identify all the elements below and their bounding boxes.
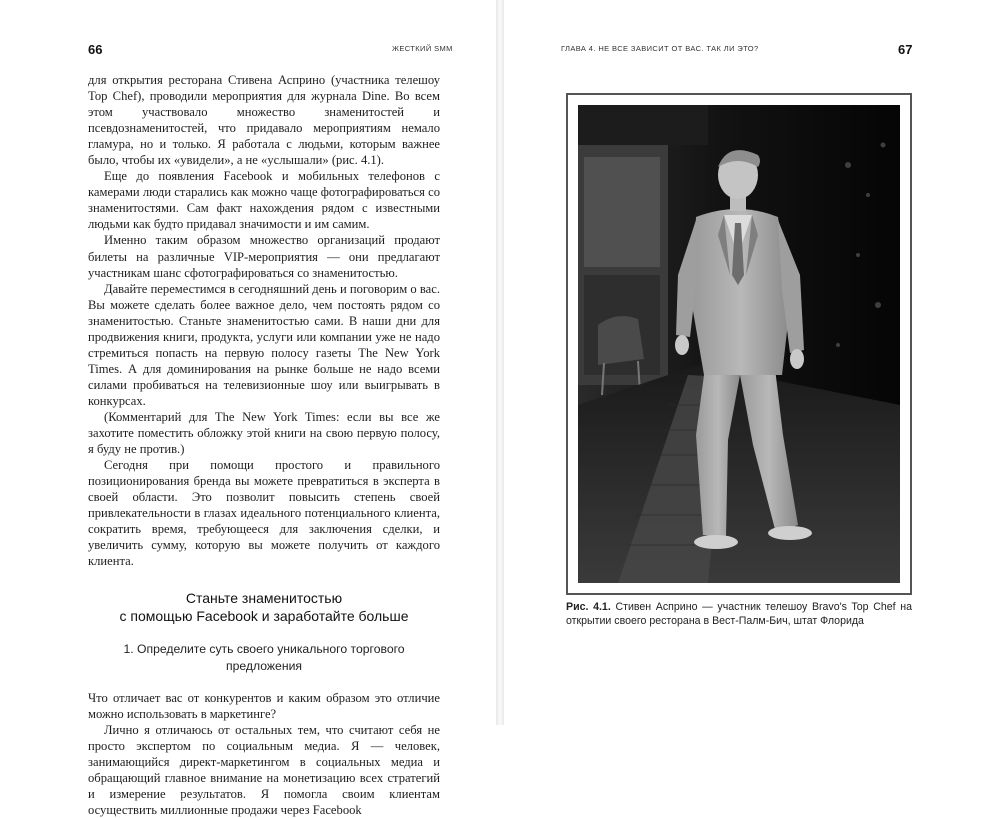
photo-illustration: [578, 105, 900, 583]
paragraph-6: Сегодня при помощи простого и правильного позиционирования бренда вы можете превратиться в эксперта в своей области. Это позволит повысить степень своей привлекательности в глазах идеального потенциального клиента, сократить время, требующееся для заключения сделки, и увеличить сумму, которую вы можете получить от каждого клиента.: [88, 458, 440, 569]
figure-frame: [566, 93, 912, 595]
paragraph-1: для открытия ресторана Стивена Асприно (участника телешоу Top Chef), проводили мероприятия для журнала Dine. Во всем этом участвовало множество знаменитостей и псевдознаменитостей, что придавало мероприятиям немало гламура, но и только. Я работала с людьми, которым важнее было, чтобы их «увидели», а не «услышали» (рис. 4.1).: [88, 73, 440, 168]
running-head-left: ЖЕСТКИЙ SMM: [392, 44, 453, 53]
section-title-line-1: Станьте знаменитостью: [185, 590, 343, 607]
caption-label: Рис. 4.1.: [566, 601, 611, 613]
running-head-right: ГЛАВА 4. НЕ ВСЕ ЗАВИСИТ ОТ ВАС. ТАК ЛИ ЭТО?: [561, 44, 759, 53]
page-number-right: 67: [898, 42, 913, 57]
figure-photo: [578, 105, 900, 583]
book-gutter: [496, 0, 504, 725]
caption-text: Стивен Асприно — участник телешоу Bravo's Top Chef на открытии своего ресторана в Вест-Палм-Бич, штат Флорида: [566, 601, 912, 627]
left-body-text: [88, 72, 440, 818]
page-number-left: 66: [88, 42, 103, 57]
last-paragraph: Лично я отличаюсь от остальных тем, что считают себя не просто экспертом по социальным медиа. Я — человек, занимающийся директ-маркетингом в социальных медиа и обращающий главное внимание на монетизацию всех стратегий и измерение результатов. Я помогла своим клиентам осуществить миллионные продажи через Facebook: [88, 722, 440, 817]
section-title: [88, 589, 440, 625]
paragraph-5: (Комментарий для The New York Times: если вы все же захотите поместить обложку этой книги на свою первую полосу, я буду не против.): [88, 409, 440, 457]
paragraph-3: Именно таким образом множество организаций продают билеты на различные VIP-мероприятия — они предлагают участникам шанс сфотографироваться со знаменитостью.: [88, 233, 440, 280]
figure-caption: [566, 600, 912, 628]
paragraph-2: Еще до появления Facebook и мобильных телефонов с камерами люди старались как можно чаще фотографироваться со знаменитостями. Сам факт нахождения рядом с известными людьми как будто придавал значимости и им самим.: [88, 169, 440, 232]
section-title-line-2: с помощью Facebook и заработайте больше: [119, 608, 409, 625]
subsection-title: 1. Определите суть своего уникального торгового предложения: [123, 642, 405, 673]
question-paragraph: Что отличает вас от конкурентов и каким образом это отличие можно использовать в маркетинге?: [88, 690, 440, 721]
paragraph-4: Давайте переместимся в сегодняшний день и поговорим о вас. Вы можете сделать более важное дело, чем постоять рядом со знаменитостью. Станьте знаменитостью сами. В наши дни для продвижения книги, продукта, услуги или компании уже не надо стремиться попасть на первую полосу газеты The New York Times. А для доминирования на рынке больше не надо всеми силами пробиваться на телевизионные шоу или выигрывать в конкурсах.: [88, 281, 440, 408]
left-page: [0, 0, 496, 817]
